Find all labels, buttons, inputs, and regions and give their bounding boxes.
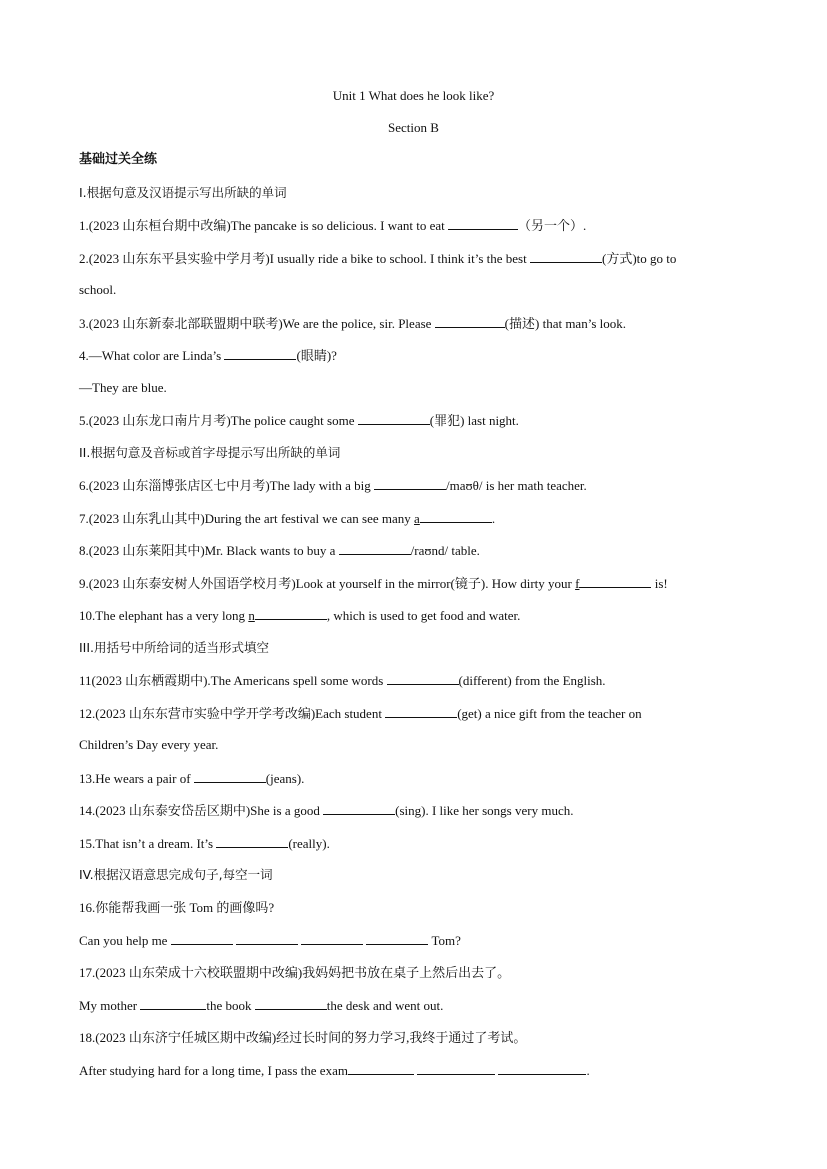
initial-letter: a xyxy=(414,511,420,526)
section-title: Section B xyxy=(388,120,439,135)
question-4: 4.—What color are Linda’s (眼睛)? xyxy=(79,348,337,363)
answer-blank[interactable] xyxy=(255,607,327,620)
exercise-heading: 基础过关全练 xyxy=(79,152,158,167)
question-2: 2.(2023 山东东平县实验中学月考)I usually ride a bike to school. I think it’s the best (方式)to go to xyxy=(79,251,677,266)
question-12-continued: Children’s Day every year. xyxy=(79,737,219,752)
question-6: 6.(2023 山东淄博张店区七中月考)The lady with a big /maʊθ/ is her math teacher. xyxy=(79,478,587,493)
question-9: 9.(2023 山东泰安树人外国语学校月考)Look at yourself in the mirror(镜子). How dirty your f is! xyxy=(79,576,668,591)
question-18-prompt: 18.(2023 山东济宁任城区期中改编)经过长时间的努力学习,我终于通过了考试。 xyxy=(79,1030,527,1045)
answer-blank[interactable] xyxy=(417,1062,495,1075)
answer-blank[interactable] xyxy=(366,932,428,945)
answer-blank[interactable] xyxy=(385,705,457,718)
question-16-answer-line: Can you help me Tom? xyxy=(79,933,461,948)
answer-blank[interactable] xyxy=(530,250,602,263)
answer-blank[interactable] xyxy=(498,1062,586,1075)
question-11: 11(2023 山东栖霞期中).The Americans spell some words (different) from the English. xyxy=(79,673,606,688)
section-2-heading: II.根据句意及音标或首字母提示写出所缺的单词 xyxy=(79,445,341,460)
question-3: 3.(2023 山东新泰北部联盟期中联考)We are the police, sir. Please (描述) that man’s look. xyxy=(79,316,626,331)
answer-blank[interactable] xyxy=(358,412,430,425)
question-16-prompt: 16.你能帮我画一张 Tom 的画像吗? xyxy=(79,900,275,915)
answer-blank[interactable] xyxy=(420,510,492,523)
answer-blank[interactable] xyxy=(387,672,459,685)
answer-blank[interactable] xyxy=(301,932,363,945)
question-4-reply: —They are blue. xyxy=(79,380,167,395)
section-1-heading: I.根据句意及汉语提示写出所缺的单词 xyxy=(79,185,287,200)
question-10: 10.The elephant has a very long n , which is used to get food and water. xyxy=(79,608,521,623)
question-15: 15.That isn’t a dream. It’s (really). xyxy=(79,836,330,851)
answer-blank[interactable] xyxy=(216,835,288,848)
question-1: 1.(2023 山东桓台期中改编)The pancake is so delicious. I want to eat （另一个）. xyxy=(79,218,587,233)
section-3-heading: III.用括号中所给词的适当形式填空 xyxy=(79,640,270,655)
question-7: 7.(2023 山东乳山其中)During the art festival we can see many a . xyxy=(79,511,496,526)
answer-blank[interactable] xyxy=(140,997,206,1010)
question-2-continued: school. xyxy=(79,282,117,297)
question-12: 12.(2023 山东东营市实验中学开学考改编)Each student (get) a nice gift from the teacher on xyxy=(79,706,642,721)
answer-blank[interactable] xyxy=(339,542,411,555)
answer-blank[interactable] xyxy=(236,932,298,945)
question-17-prompt: 17.(2023 山东荣成十六校联盟期中改编)我妈妈把书放在桌子上然后出去了。 xyxy=(79,965,511,980)
question-14: 14.(2023 山东泰安岱岳区期中)She is a good (sing). I like her songs very much. xyxy=(79,803,574,818)
question-8: 8.(2023 山东莱阳其中)Mr. Black wants to buy a /raʊnd/ table. xyxy=(79,543,480,558)
answer-blank[interactable] xyxy=(171,932,233,945)
question-18-answer-line: After studying hard for a long time, I pass the exam . xyxy=(79,1063,590,1078)
question-13: 13.He wears a pair of (jeans). xyxy=(79,771,305,786)
initial-letter: f xyxy=(575,576,580,591)
answer-blank[interactable] xyxy=(224,347,296,360)
initial-letter: n xyxy=(248,608,255,623)
section-4-heading: IV.根据汉语意思完成句子,每空一词 xyxy=(79,867,273,882)
answer-blank[interactable] xyxy=(579,575,651,588)
unit-title: Unit 1 What does he look like? xyxy=(332,88,495,103)
question-17-answer-line: My mother the book the desk and went out. xyxy=(79,998,444,1013)
answer-blank[interactable] xyxy=(448,217,518,230)
answer-blank[interactable] xyxy=(435,315,505,328)
answer-blank[interactable] xyxy=(374,477,446,490)
answer-blank[interactable] xyxy=(255,997,327,1010)
question-5: 5.(2023 山东龙口南片月考)The police caught some (罪犯) last night. xyxy=(79,413,519,428)
answer-blank[interactable] xyxy=(348,1062,414,1075)
answer-blank[interactable] xyxy=(194,770,266,783)
answer-blank[interactable] xyxy=(323,802,395,815)
